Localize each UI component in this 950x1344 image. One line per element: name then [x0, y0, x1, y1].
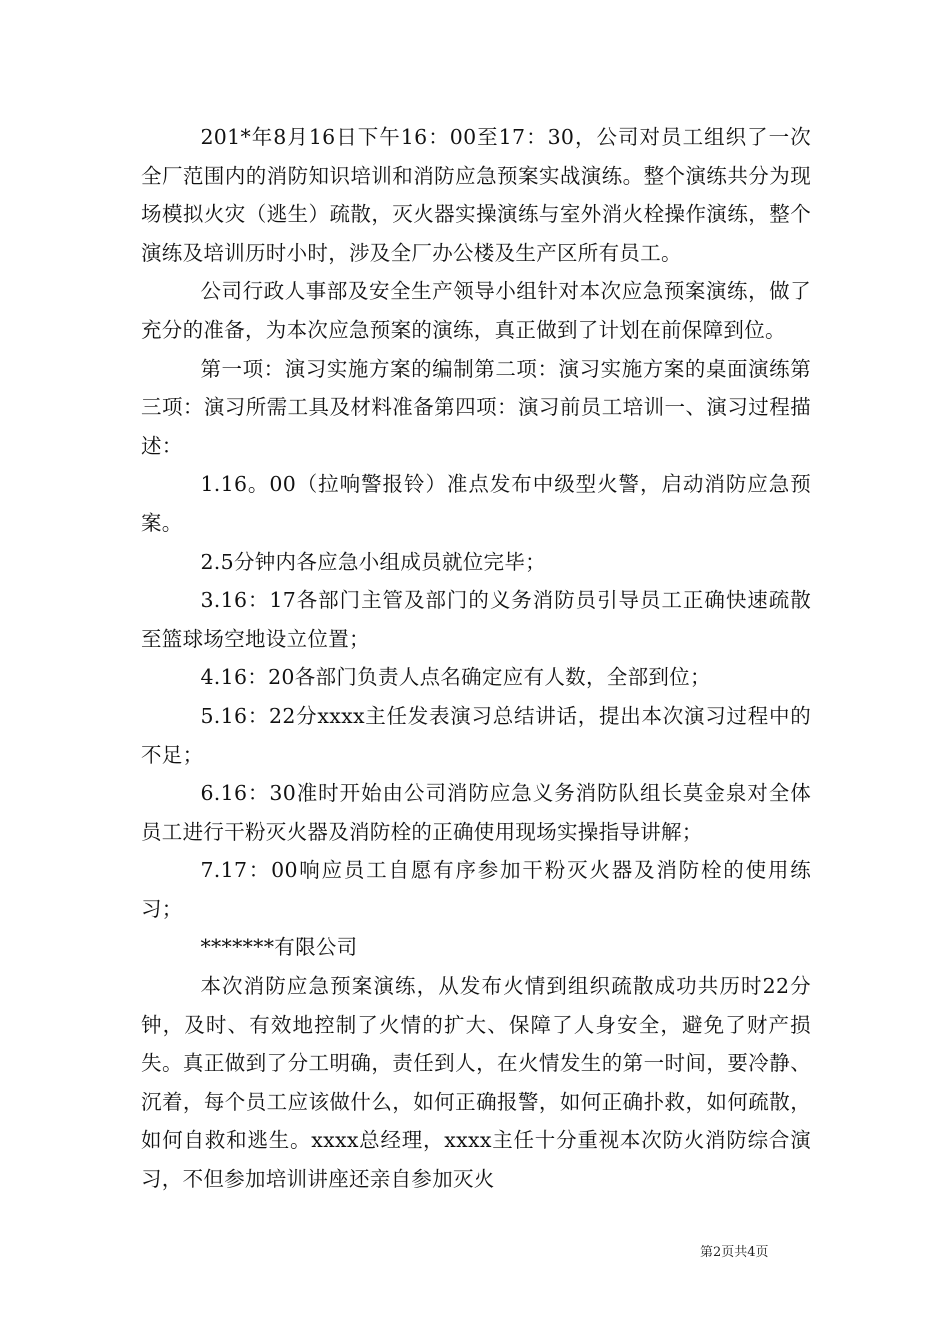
- paragraph-summary: 本次消防应急预案演练，从发布火情到组织疏散成功共历时22分钟，及时、有效地控制了火情的扩大、保障了人身安全，避免了财产损失。真正做到了分工明确，责任到人，在火情发生的第一时间，要冷静、沉着，每个员工应该做什么，如何正确报警，如何正确扑救，如何疏散，如何自救和逃生。xxxx总经理，xxxx主任十分重视本次防火消防综合演习，不但参加培训讲座还亲自参加灭火: [141, 974, 811, 1192]
- list-item-step-6: 6.16：30准时开始由公司消防应急义务消防队组长莫金泉对全体员工进行干粉灭火器及消防栓的正确使用现场实操指导讲解；: [141, 781, 811, 844]
- company-name: *******有限公司: [200, 935, 358, 960]
- page-number: 第2页共4页: [700, 1245, 769, 1260]
- paragraph-preparation: 公司行政人事部及安全生产领导小组针对本次应急预案演练，做了充分的准备，为本次应急预案的演练，真正做到了计划在前保障到位。: [141, 279, 811, 342]
- paragraph-drill-overview: 201*年8月16日下午16：00至17：30，公司对员工组织了一次全厂范围内的消防知识培训和消防应急预案实战演练。整个演练共分为现场模拟火灾（逃生）疏散，灭火器实操演练与室外消火栓操作演练，整个演练及培训历时小时，涉及全厂办公楼及生产区所有员工。: [141, 125, 811, 265]
- list-item-step-4: 4.16：20各部门负责人点名确定应有人数，全部到位；: [200, 665, 711, 690]
- list-item-step-1: 1.16。00（拉响警报铃）准点发布中级型火警，启动消防应急预案。: [141, 472, 811, 535]
- list-item-step-7: 7.17：00响应员工自愿有序参加干粉灭火器及消防栓的使用练习；: [141, 858, 811, 921]
- list-item-step-3: 3.16：17各部门主管及部门的义务消防员引导员工正确快速疏散至篮球场空地设立位置；: [141, 588, 811, 651]
- document-body: [141, 118, 811, 1199]
- list-item-step-5: 5.16：22分xxxx主任发表演习总结讲话，提出本次演习过程中的不足；: [141, 703, 811, 767]
- list-item-step-2: 2.5分钟内各应急小组成员就位完毕；: [200, 549, 546, 574]
- paragraph-drill-items: 第一项：演习实施方案的编制第二项：演习实施方案的桌面演练第三项：演习所需工具及材料准备第四项：演习前员工培训一、演习过程描述：: [141, 356, 811, 458]
